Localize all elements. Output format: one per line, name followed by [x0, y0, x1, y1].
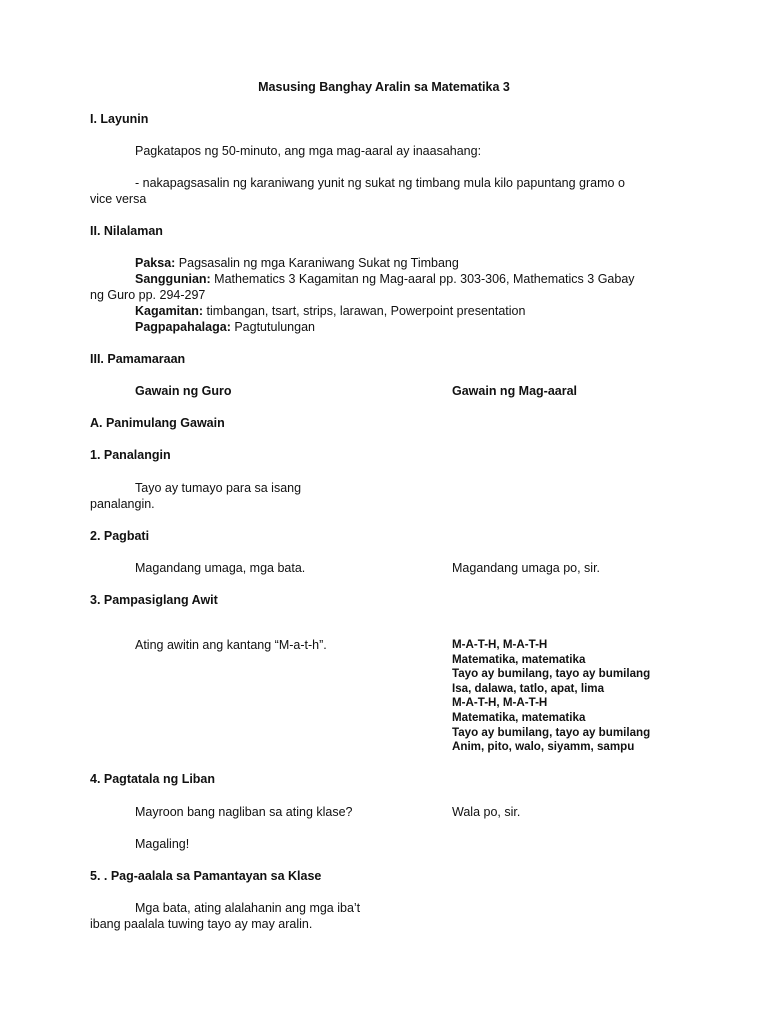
panalangin-guro-line2: panalangin. — [90, 497, 155, 511]
column-header-magaaral: Gawain ng Mag-aaral — [452, 384, 578, 398]
section-heading-nilalaman: II. Nilalaman — [90, 224, 163, 238]
kagamitan-line — [135, 304, 525, 319]
pagbati-heading: 2. Pagbati — [90, 529, 150, 543]
pagpapahalaga-label: Pagpapahalaga: — [135, 320, 231, 334]
liban-guro-followup: Magaling! — [135, 837, 190, 851]
awit-heading: 3. Pampasiglang Awit — [90, 593, 218, 607]
sanggunian-line — [135, 272, 635, 287]
pagbati-guro: Magandang umaga, mga bata. — [135, 561, 306, 575]
lyric-line: Isa, dalawa, tatlo, apat, lima — [452, 681, 605, 695]
paksa-line — [135, 256, 459, 271]
layunin-objective-line1: - nakapagsasalin ng karaniwang yunit ng sukat ng timbang mula kilo papuntang gramo o — [135, 176, 625, 190]
column-header-guro: Gawain ng Guro — [135, 384, 232, 398]
awit-guro: Ating awitin ang kantang “M-a-t-h”. — [135, 638, 327, 652]
layunin-objective-line2: vice versa — [90, 192, 147, 206]
lyric-line: Matematika, matematika — [452, 710, 586, 724]
kagamitan-value: timbangan, tsart, strips, larawan, Powerpoint presentation — [203, 304, 526, 318]
section-heading-pamamaraan: III. Pamamaraan — [90, 352, 186, 366]
awit-lyrics — [452, 638, 650, 755]
sanggunian-value: Mathematics 3 Kagamitan ng Mag-aaral pp. 303-306, Mathematics 3 Gabay — [210, 272, 635, 286]
section-a-heading: A. Panimulang Gawain — [90, 416, 225, 430]
lyric-line: Anim, pito, walo, siyamm, sampu — [452, 740, 635, 754]
pagbati-magaaral: Magandang umaga po, sir. — [452, 561, 601, 575]
pamantayan-guro-line2: ibang paalala tuwing tayo ay may aralin. — [90, 917, 313, 931]
panalangin-heading: 1. Panalangin — [90, 448, 171, 462]
sanggunian-cont: ng Guro pp. 294-297 — [90, 288, 206, 302]
lyric-line: Tayo ay bumilang, tayo ay bumilang — [452, 667, 651, 681]
kagamitan-label: Kagamitan: — [135, 304, 204, 318]
liban-magaaral: Wala po, sir. — [452, 805, 521, 819]
section-heading-layunin: I. Layunin — [90, 112, 149, 126]
pamantayan-heading: 5. . Pag-aalala sa Pamantayan sa Klase — [90, 869, 322, 883]
pagpapahalaga-value: Pagtutulungan — [230, 320, 315, 334]
lyric-line: Tayo ay bumilang, tayo ay bumilang — [452, 725, 651, 739]
pamantayan-guro-line1: Mga bata, ating alalahanin ang mga iba’t — [135, 901, 361, 915]
paksa-value: Pagsasalin ng mga Karaniwang Sukat ng Timbang — [175, 256, 459, 270]
liban-heading: 4. Pagtatala ng Liban — [90, 772, 216, 786]
lyric-line: M-A-T-H, M-A-T-H — [452, 696, 548, 710]
liban-guro: Mayroon bang nagliban sa ating klase? — [135, 805, 353, 819]
page-title: Masusing Banghay Aralin sa Matematika 3 — [258, 80, 510, 94]
lyric-line: Matematika, matematika — [452, 652, 586, 666]
paksa-label: Paksa: — [135, 256, 176, 270]
panalangin-guro-line1: Tayo ay tumayo para sa isang — [135, 481, 302, 495]
pagpapahalaga-line — [135, 320, 315, 335]
sanggunian-label: Sanggunian: — [135, 272, 211, 286]
layunin-intro: Pagkatapos ng 50-minuto, ang mga mag-aaral ay inaasahang: — [135, 144, 482, 158]
lyric-line: M-A-T-H, M-A-T-H — [452, 638, 548, 651]
